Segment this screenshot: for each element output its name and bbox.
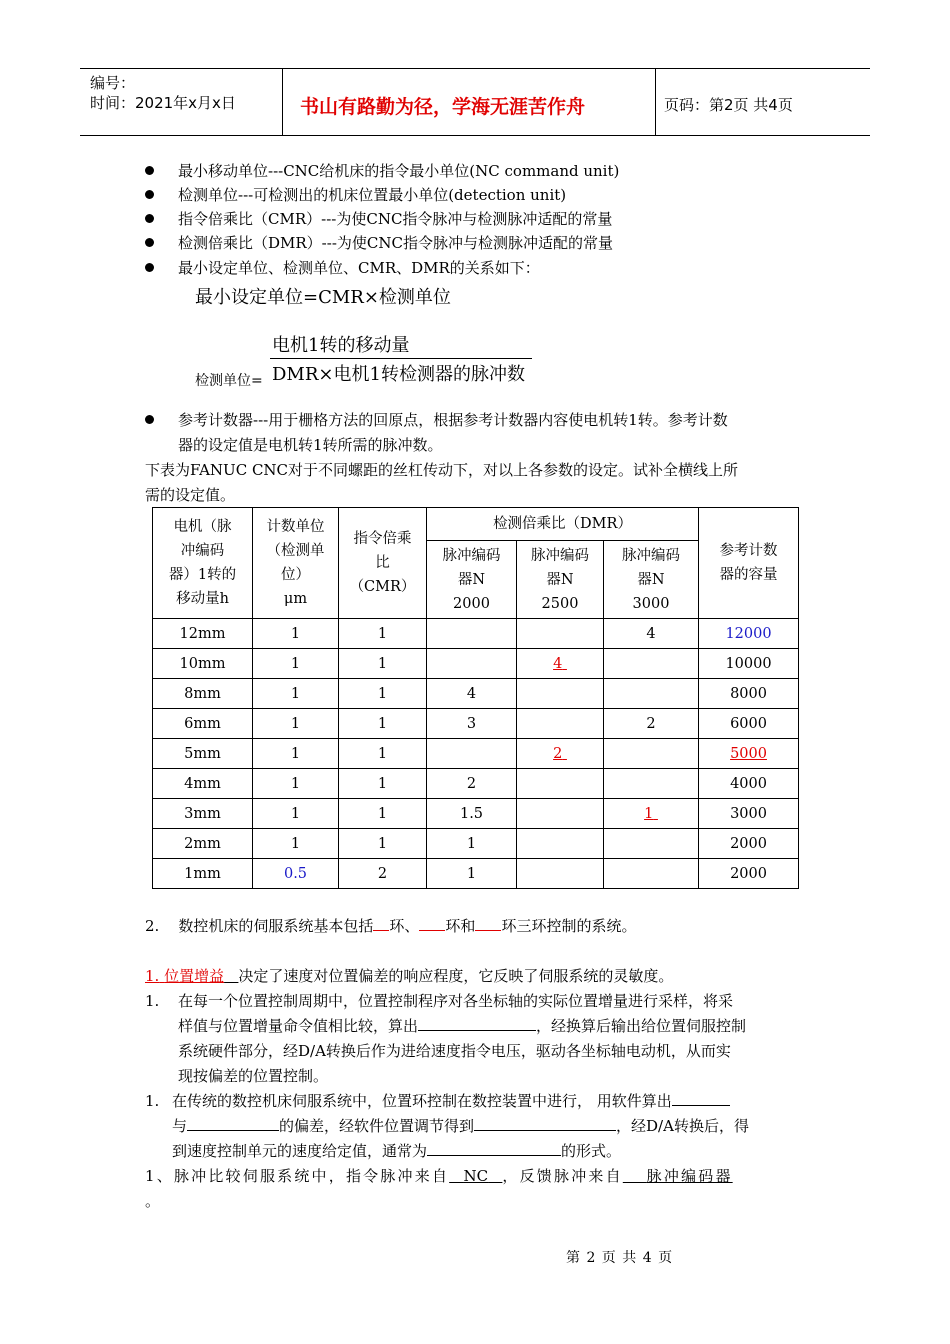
question-number: 1. (145, 967, 160, 985)
header-top-rule (80, 68, 870, 69)
question-text: 环、 (389, 917, 420, 935)
table-row (153, 739, 799, 769)
table-row (153, 619, 799, 649)
cell-dmr-3000: 2 (604, 709, 699, 739)
definition-item: 最小设定单位、检测单位、CMR、DMR的关系如下： (178, 259, 540, 277)
table-row (153, 769, 799, 799)
question-text: 与 (172, 1117, 188, 1135)
formula-min-setting-unit: 最小设定单位=CMR×检测单位 (195, 287, 451, 308)
cell-dmr-2500 (517, 619, 604, 649)
bullet-dot (145, 166, 154, 175)
page-footer: 第 2 页 共 4 页 (566, 1250, 673, 1266)
cell-unit: 1 (253, 739, 339, 769)
cell-dmr-2500 (517, 739, 604, 769)
cell-dmr-3000 (604, 739, 699, 769)
filled-answer: 位置增益 (164, 967, 225, 985)
header-number-label: 编号： (90, 74, 136, 92)
cell-dmr-2500 (517, 799, 604, 829)
cell-capacity: 2000 (699, 829, 799, 859)
q4-line2 (178, 1014, 746, 1039)
cell-unit: 1 (253, 829, 339, 859)
cell-dmr-2000: 1.5 (427, 799, 517, 829)
table-row (153, 799, 799, 829)
cell-capacity: 6000 (699, 709, 799, 739)
table-row (153, 649, 799, 679)
cell-capacity: 4000 (699, 769, 799, 799)
table-row (153, 709, 799, 739)
cell-dmr-2500 (517, 679, 604, 709)
header-motor-travel: 电机（脉 冲编码 器）1转的 移动量h (153, 508, 253, 619)
question-text: ，反馈脉冲来自 (502, 1167, 623, 1185)
answer-blank[interactable] (475, 914, 501, 931)
answer-blank[interactable] (672, 1089, 730, 1106)
cell-travel: 1mm (153, 859, 253, 889)
cell-cmr: 1 (339, 769, 427, 799)
header-divider-right (655, 68, 656, 136)
formula-prefix: 检测单位= (195, 373, 263, 389)
answer-blank[interactable] (187, 1114, 279, 1131)
q5-line2 (172, 1114, 749, 1139)
question-text: ，经换算后输出给位置伺服控制 (536, 1017, 747, 1035)
definition-item: 检测倍乘比（DMR）---为使CNC指令脉冲与检测脉冲适配的常量 (178, 234, 613, 252)
cell-travel: 2mm (153, 829, 253, 859)
cell-travel: 12mm (153, 619, 253, 649)
header-motto: 书山有路勤为径，学海无涯苦作舟 (300, 96, 586, 118)
header-encoder-2000: 脉冲编码 器N 2000 (427, 541, 517, 619)
answer-blank[interactable] (373, 914, 389, 931)
cell-dmr-2500 (517, 649, 604, 679)
question-text: 环三环控制的系统。 (501, 917, 637, 935)
header-dmr: 检测倍乘比（DMR） (427, 508, 699, 541)
header-capacity: 参考计数 器的容量 (699, 508, 799, 619)
cell-unit: 1 (253, 649, 339, 679)
cell-cmr: 1 (339, 739, 427, 769)
question-number: 2. (145, 917, 160, 935)
cell-cmr: 1 (339, 799, 427, 829)
definition-item: 检测单位---可检测出的机床位置最小单位(detection unit) (178, 186, 567, 204)
cell-cmr: 1 (339, 679, 427, 709)
cell-travel: 3mm (153, 799, 253, 829)
header-encoder-2500: 脉冲编码 器N 2500 (517, 541, 604, 619)
question-text: 环和 (445, 917, 476, 935)
header-cmr: 指令倍乘 比 （CMR） (339, 508, 427, 619)
fraction-bar (270, 358, 532, 359)
q5-line1 (172, 1089, 730, 1114)
cell-dmr-2000: 1 (427, 859, 517, 889)
cell-dmr-3000 (604, 799, 699, 829)
question-servo-loops (145, 914, 636, 939)
answer-blank[interactable] (418, 1014, 536, 1031)
definition-item: 最小移动单位---CNC给机床的指令最小单位(NC command unit) (178, 162, 620, 180)
answer-blank[interactable] (427, 1139, 561, 1156)
cell-cmr: 2 (339, 859, 427, 889)
question-text: 决定了速度对位置偏差的响应程度，它反映了伺服系统的灵敏度。 (238, 967, 674, 985)
cell-capacity: 8000 (699, 679, 799, 709)
cell-dmr-3000 (604, 859, 699, 889)
question-text: ，经D/A转换后，得 (616, 1117, 749, 1135)
question-position-gain (145, 964, 673, 989)
formula-numerator: 电机1转的移动量 (272, 335, 410, 356)
cell-unit: 1 (253, 679, 339, 709)
question-pulse-compare (145, 1164, 733, 1189)
header-count-unit: 计数单位 （检测单 位） μm (253, 508, 339, 619)
question-number: 1. (145, 1092, 160, 1110)
filled-answer: 脉冲编码器 (646, 1167, 733, 1185)
cell-dmr-3000 (604, 829, 699, 859)
table-row (153, 679, 799, 709)
cell-unit: 1 (253, 619, 339, 649)
cell-dmr-3000 (604, 769, 699, 799)
question-text: 数控机床的伺服系统基本包括 (178, 917, 374, 935)
cell-travel: 6mm (153, 709, 253, 739)
cell-dmr-2500 (517, 829, 604, 859)
formula-denominator: DMR×电机1转检测器的脉冲数 (272, 364, 525, 385)
table-row (153, 859, 799, 889)
cell-travel: 4mm (153, 769, 253, 799)
cell-dmr-2500 (517, 709, 604, 739)
question-text: 的形式。 (561, 1142, 622, 1160)
cell-capacity: 10000 (699, 649, 799, 679)
question-number: 1. (145, 992, 160, 1010)
cell-dmr-2500 (517, 769, 604, 799)
cell-travel: 8mm (153, 679, 253, 709)
cell-unit: 1 (253, 769, 339, 799)
header-divider-left (282, 68, 283, 136)
cell-dmr-3000 (604, 679, 699, 709)
question-text: 1、脉冲比较伺服系统中，指令脉冲来自 (145, 1167, 450, 1185)
cell-capacity (699, 739, 799, 769)
cell-cmr: 1 (339, 649, 427, 679)
q4-line3: 系统硬件部分，经D/A转换后作为进给速度指令电压，驱动各坐标轴电动机，从而实 (178, 1042, 731, 1060)
cell-dmr-2000: 3 (427, 709, 517, 739)
intro-line1: 下表为FANUC CNC对于不同螺距的丝杠传动下，对以上各参数的设定。试补全横线上所 (145, 461, 739, 479)
header-page-label: 页码：第2页 共4页 (664, 96, 793, 114)
cell-cmr: 1 (339, 619, 427, 649)
cell-capacity: 2000 (699, 859, 799, 889)
cell-dmr-2000: 4 (427, 679, 517, 709)
header-bottom-rule (80, 135, 870, 136)
cell-dmr-2000 (427, 739, 517, 769)
question-text: 到速度控制单元的速度给定值，通常为 (172, 1142, 428, 1160)
cell-dmr-2000 (427, 619, 517, 649)
cell-travel: 5mm (153, 739, 253, 769)
question-position-control (145, 989, 159, 1014)
cell-dmr-2500 (517, 859, 604, 889)
cell-cmr: 1 (339, 709, 427, 739)
bullet-dot (145, 263, 154, 272)
answer-blank[interactable] (419, 914, 445, 931)
bullet-dot (145, 190, 154, 199)
q4-line4: 现按偏差的位置控制。 (178, 1067, 329, 1085)
bullet-dot (145, 238, 154, 247)
header-time-label: 时间：2021年x月x日 (90, 94, 236, 112)
cell-unit: 0.5 (253, 859, 339, 889)
cell-cmr: 1 (339, 829, 427, 859)
header-encoder-3000: 脉冲编码 器N 3000 (604, 541, 699, 619)
question-text: 在传统的数控机床伺服系统中，位置环控制在数控装置中进行， 用软件算出 (172, 1092, 672, 1110)
cell-unit: 1 (253, 709, 339, 739)
cell-travel: 10mm (153, 649, 253, 679)
filled-answer: NC (463, 1167, 489, 1185)
cell-dmr-2000: 1 (427, 829, 517, 859)
filled-answer: 5000 (730, 745, 767, 762)
filled-answer: 1 (644, 805, 654, 822)
bullet-dot (145, 415, 154, 424)
cell-dmr-3000: 4 (604, 619, 699, 649)
q4-line1: 在每一个位置控制周期中，位置控制程序对各坐标轴的实际位置增量进行采样，将采 (178, 992, 734, 1010)
filled-answer: 2 (553, 745, 563, 762)
cell-dmr-2000 (427, 649, 517, 679)
cell-capacity: 12000 (699, 619, 799, 649)
intro-line2: 需的设定值。 (145, 486, 236, 504)
filled-answer: 4 (553, 655, 563, 672)
cell-unit: 1 (253, 799, 339, 829)
question-text: 样值与位置增量命令值相比较，算出 (178, 1017, 419, 1035)
question-traditional-servo (145, 1089, 159, 1114)
answer-blank[interactable] (474, 1114, 616, 1131)
cell-dmr-3000 (604, 649, 699, 679)
definition-item: 指令倍乘比（CMR）---为使CNC指令脉冲与检测脉冲适配的常量 (178, 210, 613, 228)
q6-end: 。 (145, 1192, 161, 1210)
ref-counter-line2: 器的设定值是电机转1转所需的脉冲数。 (178, 436, 443, 454)
ref-counter-line1: 参考计数器---用于栅格方法的回原点，根据参考计数器内容使电机转1转。参考计数 (178, 411, 728, 429)
cell-dmr-2000: 2 (427, 769, 517, 799)
question-text: 的偏差，经软件位置调节得到 (279, 1117, 475, 1135)
q5-line3 (172, 1139, 621, 1164)
cell-capacity: 3000 (699, 799, 799, 829)
table-row (153, 829, 799, 859)
parameter-table (152, 507, 799, 889)
bullet-dot (145, 214, 154, 223)
